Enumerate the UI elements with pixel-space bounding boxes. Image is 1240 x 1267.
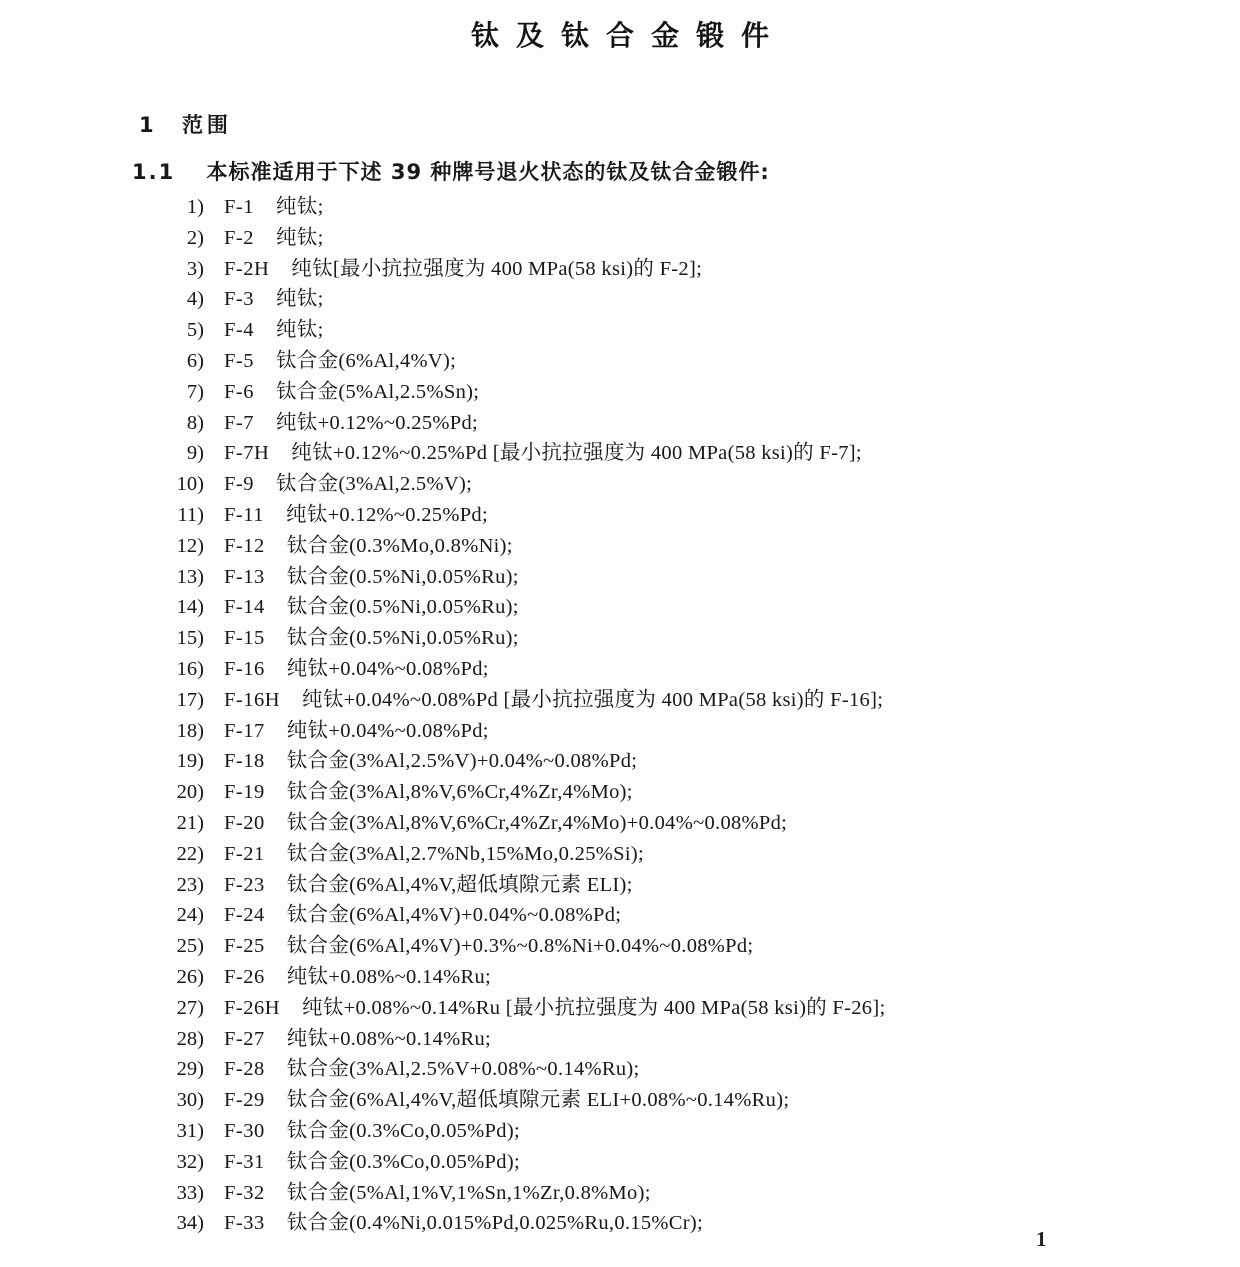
item-grade-code: F-4	[224, 319, 254, 342]
item-number: 25)	[176, 935, 204, 958]
item-grade-code: F-30	[224, 1119, 265, 1142]
scope-clause	[132, 156, 770, 186]
item-grade-code: F-28	[224, 1058, 265, 1081]
item-number: 17)	[176, 688, 204, 711]
item-description: 纯钛+0.12%~0.25%Pd;	[285, 503, 488, 526]
item-description: 纯钛[最小抗拉强度为 400 MPa(58 ksi)的 F-2];	[291, 257, 703, 280]
item-number: 7)	[186, 380, 204, 403]
clause-text: 本标准适用于下述 39 种牌号退火状态的钛及钛合金锻件:	[206, 160, 770, 184]
item-description: 纯钛+0.12%~0.25%Pd [最小抗拉强度为 400 MPa(58 ksi)的 F-7];	[291, 442, 862, 465]
list-item	[134, 839, 1134, 870]
list-item	[134, 254, 1134, 285]
item-grade-code: F-5	[224, 349, 254, 372]
item-description: 钛合金(6%Al,4%V)+0.04%~0.08%Pd;	[286, 904, 622, 927]
list-item	[134, 993, 1134, 1024]
item-description: 钛合金(5%Al,2.5%Sn);	[275, 380, 480, 403]
item-description: 钛合金(3%Al,2.7%Nb,15%Mo,0.25%Si);	[286, 842, 644, 865]
item-grade-code: F-11	[224, 503, 264, 526]
item-description: 钛合金(3%Al,2.5%V);	[275, 473, 473, 496]
item-number: 20)	[176, 781, 204, 804]
item-grade-code: F-18	[224, 750, 265, 773]
item-grade-code: F-32	[224, 1181, 265, 1204]
item-grade-code: F-2	[224, 226, 254, 249]
page-number: 1	[1036, 1227, 1047, 1251]
item-description: 钛合金(0.5%Ni,0.05%Ru);	[286, 596, 519, 619]
section-heading	[139, 109, 232, 139]
item-grade-code: F-25	[224, 935, 265, 958]
item-number: 33)	[176, 1181, 204, 1204]
item-description: 钛合金(3%Al,2.5%V)+0.04%~0.08%Pd;	[286, 750, 638, 773]
list-item	[134, 592, 1134, 623]
item-number: 13)	[176, 565, 204, 588]
item-number: 18)	[176, 719, 204, 742]
item-number: 16)	[176, 657, 204, 680]
item-number: 9)	[186, 442, 204, 465]
item-number: 14)	[176, 596, 204, 619]
clause-number: 1.1	[132, 160, 176, 184]
list-item	[134, 1024, 1134, 1055]
list-item	[134, 500, 1134, 531]
item-grade-code: F-24	[224, 904, 265, 927]
list-item	[134, 192, 1134, 223]
item-grade-code: F-33	[224, 1212, 265, 1235]
item-grade-code: F-7H	[224, 442, 270, 465]
list-item	[134, 315, 1134, 346]
list-item	[134, 562, 1134, 593]
item-grade-code: F-29	[224, 1089, 265, 1112]
list-item	[134, 962, 1134, 993]
item-grade-code: F-15	[224, 627, 265, 650]
list-item	[134, 377, 1134, 408]
item-description: 钛合金(0.5%Ni,0.05%Ru);	[286, 627, 519, 650]
item-description: 钛合金(3%Al,8%V,6%Cr,4%Zr,4%Mo);	[286, 781, 633, 804]
item-number: 22)	[176, 842, 204, 865]
item-number: 27)	[176, 996, 204, 1019]
item-description: 钛合金(0.3%Co,0.05%Pd);	[286, 1150, 520, 1173]
list-item	[134, 746, 1134, 777]
item-grade-code: F-21	[224, 842, 265, 865]
item-number: 28)	[176, 1027, 204, 1050]
item-grade-code: F-23	[224, 873, 265, 896]
item-grade-code: F-1	[224, 196, 254, 218]
item-grade-code: F-2H	[224, 257, 270, 280]
item-number: 4)	[186, 288, 204, 311]
item-grade-code: F-16	[224, 657, 265, 680]
item-grade-code: F-20	[224, 811, 265, 834]
item-number: 6)	[186, 349, 204, 372]
item-description: 钛合金(0.4%Ni,0.015%Pd,0.025%Ru,0.15%Cr);	[286, 1212, 703, 1235]
list-item	[134, 469, 1134, 500]
section-number: 1	[139, 113, 154, 137]
item-grade-code: F-12	[224, 534, 265, 557]
list-item	[134, 438, 1134, 469]
item-grade-code: F-13	[224, 565, 265, 588]
item-number: 5)	[186, 319, 204, 342]
list-item	[134, 408, 1134, 439]
item-number: 29)	[176, 1058, 204, 1081]
list-item	[134, 1085, 1134, 1116]
section-title: 范围	[181, 113, 232, 137]
item-description: 纯钛;	[275, 288, 324, 311]
item-description: 钛合金(0.3%Co,0.05%Pd);	[286, 1119, 520, 1142]
item-grade-code: F-3	[224, 288, 254, 311]
item-number: 21)	[176, 811, 204, 834]
list-item	[134, 623, 1134, 654]
item-number: 30)	[176, 1089, 204, 1112]
item-number: 34)	[176, 1212, 204, 1235]
item-description: 钛合金(6%Al,4%V)+0.3%~0.8%Ni+0.04%~0.08%Pd;	[286, 935, 754, 958]
item-description: 钛合金(0.5%Ni,0.05%Ru);	[286, 565, 519, 588]
list-item	[134, 685, 1134, 716]
list-item	[134, 654, 1134, 685]
item-description: 钛合金(6%Al,4%V,超低填隙元素 ELI+0.08%~0.14%Ru);	[286, 1089, 790, 1112]
item-description: 钛合金(3%Al,8%V,6%Cr,4%Zr,4%Mo)+0.04%~0.08%Pd;	[286, 811, 788, 834]
item-description: 钛合金(6%Al,4%V);	[275, 349, 457, 372]
item-description: 纯钛+0.04%~0.08%Pd [最小抗拉强度为 400 MPa(58 ksi)的 F-16];	[302, 688, 884, 711]
item-description: 纯钛+0.08%~0.14%Ru;	[286, 1027, 492, 1050]
item-description: 纯钛+0.08%~0.14%Ru [最小抗拉强度为 400 MPa(58 ksi)的 F-26];	[302, 996, 886, 1019]
list-item	[134, 931, 1134, 962]
item-description: 纯钛+0.04%~0.08%Pd;	[286, 657, 489, 680]
item-number: 11)	[177, 503, 204, 526]
item-description: 纯钛;	[275, 226, 324, 249]
item-number: 8)	[186, 411, 204, 434]
item-number: 24)	[176, 904, 204, 927]
document-title: 钛及钛合金锻件	[470, 19, 786, 52]
item-grade-code: F-9	[224, 473, 254, 496]
item-grade-code: F-17	[224, 719, 265, 742]
list-item	[134, 777, 1134, 808]
item-description: 纯钛+0.04%~0.08%Pd;	[286, 719, 489, 742]
item-grade-code: F-31	[224, 1150, 265, 1173]
item-grade-code: F-19	[224, 781, 265, 804]
list-item	[134, 284, 1134, 315]
list-item	[134, 1054, 1134, 1085]
list-item	[134, 346, 1134, 377]
list-item	[134, 223, 1134, 254]
item-number: 3)	[186, 257, 204, 280]
item-description: 钛合金(0.3%Mo,0.8%Ni);	[286, 534, 513, 557]
item-number: 1)	[186, 196, 204, 218]
list-item	[134, 716, 1134, 747]
item-number: 12)	[176, 534, 204, 557]
list-item	[134, 900, 1134, 931]
item-grade-code: F-27	[224, 1027, 265, 1050]
item-number: 2)	[186, 226, 204, 249]
item-number: 23)	[176, 873, 204, 896]
item-number: 10)	[176, 473, 204, 496]
item-description: 钛合金(5%Al,1%V,1%Sn,1%Zr,0.8%Mo);	[286, 1181, 651, 1204]
list-item	[134, 1178, 1134, 1209]
list-item	[134, 1147, 1134, 1178]
item-description: 钛合金(6%Al,4%V,超低填隙元素 ELI);	[286, 873, 633, 896]
item-number: 31)	[176, 1119, 204, 1142]
item-grade-code: F-7	[224, 411, 254, 434]
item-grade-code: F-14	[224, 596, 265, 619]
list-item	[134, 808, 1134, 839]
item-grade-code: F-26	[224, 965, 265, 988]
list-item	[134, 1116, 1134, 1147]
item-number: 32)	[176, 1150, 204, 1173]
list-item	[134, 1208, 1134, 1239]
item-description: 纯钛+0.12%~0.25%Pd;	[275, 411, 478, 434]
item-number: 15)	[176, 627, 204, 650]
item-grade-code: F-6	[224, 380, 254, 403]
item-description: 纯钛+0.08%~0.14%Ru;	[286, 965, 492, 988]
item-number: 26)	[176, 965, 204, 988]
item-grade-code: F-16H	[224, 688, 281, 711]
grade-list	[134, 192, 1134, 1239]
item-description: 纯钛;	[275, 196, 324, 218]
list-item	[134, 870, 1134, 901]
item-description: 纯钛;	[275, 319, 324, 342]
item-grade-code: F-26H	[224, 996, 281, 1019]
item-description: 钛合金(3%Al,2.5%V+0.08%~0.14%Ru);	[286, 1058, 640, 1081]
item-number: 19)	[176, 750, 204, 773]
list-item	[134, 531, 1134, 562]
